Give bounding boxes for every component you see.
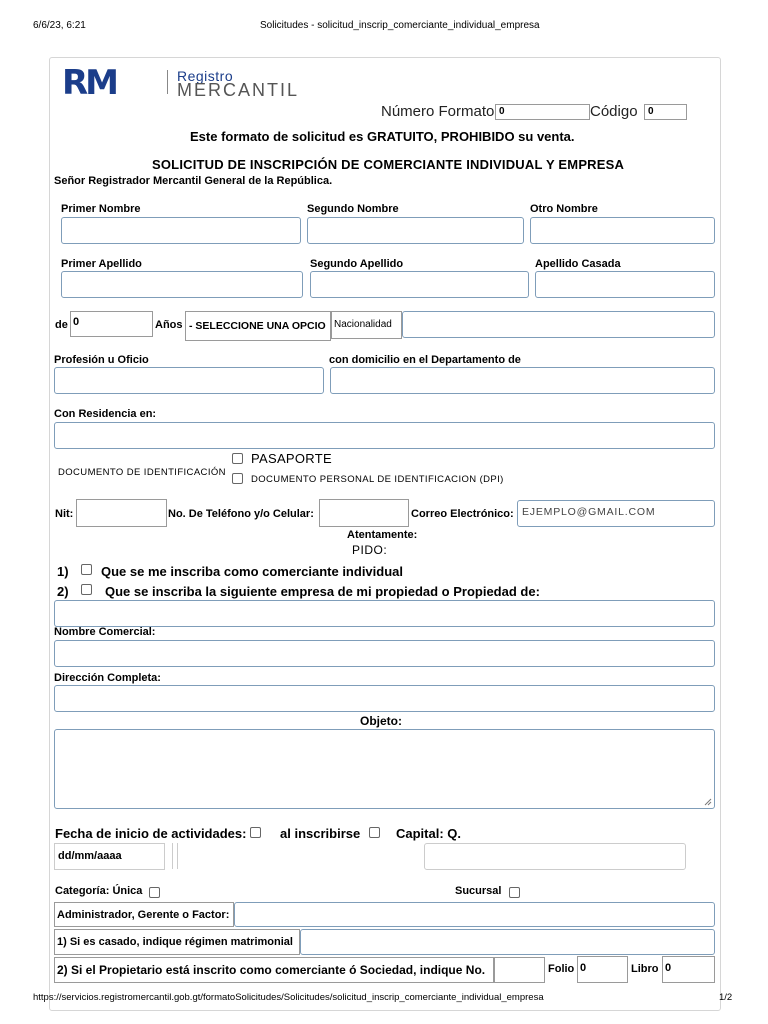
direccion-label: Dirección Completa:: [54, 672, 161, 684]
otro-nombre-label: Otro Nombre: [530, 203, 598, 215]
logo-divider: [167, 70, 168, 94]
domicilio-input[interactable]: [330, 367, 715, 394]
capital-input[interactable]: [424, 843, 686, 870]
de-label: de: [55, 319, 68, 331]
objeto-textarea[interactable]: [54, 729, 715, 809]
registro-numero-input[interactable]: [494, 957, 545, 983]
folio-label: Folio: [548, 963, 575, 975]
codigo-field[interactable]: 0: [644, 104, 687, 120]
propietario-input[interactable]: [54, 600, 715, 627]
residencia-input[interactable]: [54, 422, 715, 449]
nombre-comercial-label: Nombre Comercial:: [54, 626, 156, 638]
fecha-inicio-checkbox[interactable]: [250, 827, 261, 838]
option2-number: 2): [57, 584, 69, 599]
comerciante-individual-checkbox[interactable]: [81, 564, 92, 575]
codigo-label: Código: [590, 103, 638, 120]
registro-mercantil-logo: RM: [62, 63, 117, 103]
al-inscribirse-label: al inscribirse: [280, 826, 361, 841]
objeto-label: Objeto:: [360, 714, 402, 728]
pasaporte-label: PASAPORTE: [251, 451, 332, 466]
print-datetime: 6/6/23, 6:21: [33, 20, 86, 31]
residencia-label: Con Residencia en:: [54, 408, 157, 420]
casado-label: 1) Si es casado, indique régimen matrimonial: [54, 929, 300, 955]
sucursal-label: Sucursal: [455, 885, 502, 897]
nombre-comercial-input[interactable]: [54, 640, 715, 667]
edad-input[interactable]: 0: [70, 311, 153, 337]
categoria-label: Categoría: Única: [55, 885, 143, 897]
documento-label: DOCUMENTO DE IDENTIFICACIÓN: [58, 467, 226, 478]
segundo-nombre-label: Segundo Nombre: [307, 203, 399, 215]
primer-apellido-input[interactable]: [61, 271, 303, 298]
option2-label: Que se inscriba la siguiente empresa de mi propiedad o Propiedad de:: [105, 584, 540, 599]
correo-input[interactable]: EJEMPLO@GMAIL.COM: [517, 500, 715, 527]
capital-label: Capital: Q.: [396, 826, 462, 841]
apellido-casada-label: Apellido Casada: [535, 258, 621, 270]
form-title: SOLICITUD DE INSCRIPCIÓN DE COMERCIANTE INDIVIDUAL Y EMPRESA: [152, 157, 625, 172]
print-url: https://servicios.registromercantil.gob.gt/formatoSolicitudes/Solicitudes/solicitud_inscrip_comerciante_individual_empresa: [33, 992, 544, 1003]
categoria-unica-checkbox[interactable]: [149, 887, 160, 898]
primer-apellido-label: Primer Apellido: [61, 258, 142, 270]
apellido-casada-input[interactable]: [535, 271, 715, 298]
profesion-label: Profesión u Oficio: [54, 354, 149, 366]
nit-input[interactable]: [76, 499, 167, 527]
senor-registrador: Señor Registrador Mercantil General de la República.: [54, 175, 333, 187]
telefono-label: No. De Teléfono y/o Celular:: [168, 508, 314, 520]
gratuito-notice: Este formato de solicitud es GRATUITO, PROHIBIDO su venta.: [190, 129, 575, 144]
folio-input[interactable]: 0: [577, 956, 628, 983]
segundo-apellido-input[interactable]: [310, 271, 529, 298]
print-title: Solicitudes - solicitud_inscrip_comerciante_individual_empresa: [260, 20, 540, 31]
print-page-number: 1/2: [719, 992, 733, 1003]
nacionalidad-input[interactable]: [402, 311, 715, 338]
correo-label: Correo Electrónico:: [411, 508, 514, 520]
empresa-checkbox[interactable]: [81, 584, 92, 595]
anos-label: Años: [155, 319, 183, 331]
nacionalidad-label: Nacionalidad: [331, 311, 402, 339]
dpi-checkbox[interactable]: [232, 473, 243, 484]
segundo-apellido-label: Segundo Apellido: [310, 258, 404, 270]
primer-nombre-label: Primer Nombre: [61, 203, 141, 215]
primer-nombre-input[interactable]: [61, 217, 301, 244]
direccion-input[interactable]: [54, 685, 715, 712]
pasaporte-checkbox[interactable]: [232, 453, 243, 464]
administrador-input[interactable]: [234, 902, 715, 927]
fecha-inicio-date-input[interactable]: dd/mm/aaaa: [54, 843, 165, 870]
fecha-inicio-label: Fecha de inicio de actividades:: [55, 826, 247, 841]
libro-input[interactable]: 0: [662, 956, 715, 983]
administrador-label: Administrador, Gerente o Factor:: [54, 902, 234, 927]
numero-formato-label: Número Formato: [381, 103, 495, 120]
option1-label: Que se me inscriba como comerciante individual: [101, 564, 403, 579]
profesion-input[interactable]: [54, 367, 324, 394]
regimen-matrimonial-input[interactable]: [300, 929, 715, 955]
otro-nombre-input[interactable]: [530, 217, 715, 244]
field-separator: [172, 843, 178, 869]
pido-label: PIDO:: [352, 543, 388, 557]
logo-line2: MERCANTIL: [177, 80, 300, 100]
libro-label: Libro: [631, 963, 659, 975]
dpi-label: DOCUMENTO PERSONAL DE IDENTIFICACION (DPI): [251, 474, 504, 485]
domicilio-label: con domicilio en el Departamento de: [329, 354, 521, 366]
al-inscribirse-checkbox[interactable]: [369, 827, 380, 838]
resize-handle-icon[interactable]: [704, 798, 712, 806]
nit-label: Nit:: [55, 508, 74, 520]
segundo-nombre-input[interactable]: [307, 217, 524, 244]
sucursal-checkbox[interactable]: [509, 887, 520, 898]
logo-line1: Registro: [177, 68, 234, 84]
telefono-input[interactable]: [319, 499, 409, 527]
estado-civil-select[interactable]: - SELECCIONE UNA OPCIO: [185, 311, 331, 341]
atentamente-label: Atentamente:: [347, 529, 418, 541]
numero-formato-field[interactable]: 0: [495, 104, 590, 120]
propietario-inscrito-label: 2) Si el Propietario está inscrito como comerciante ó Sociedad, indique No.: [54, 957, 494, 983]
option1-number: 1): [57, 564, 69, 579]
